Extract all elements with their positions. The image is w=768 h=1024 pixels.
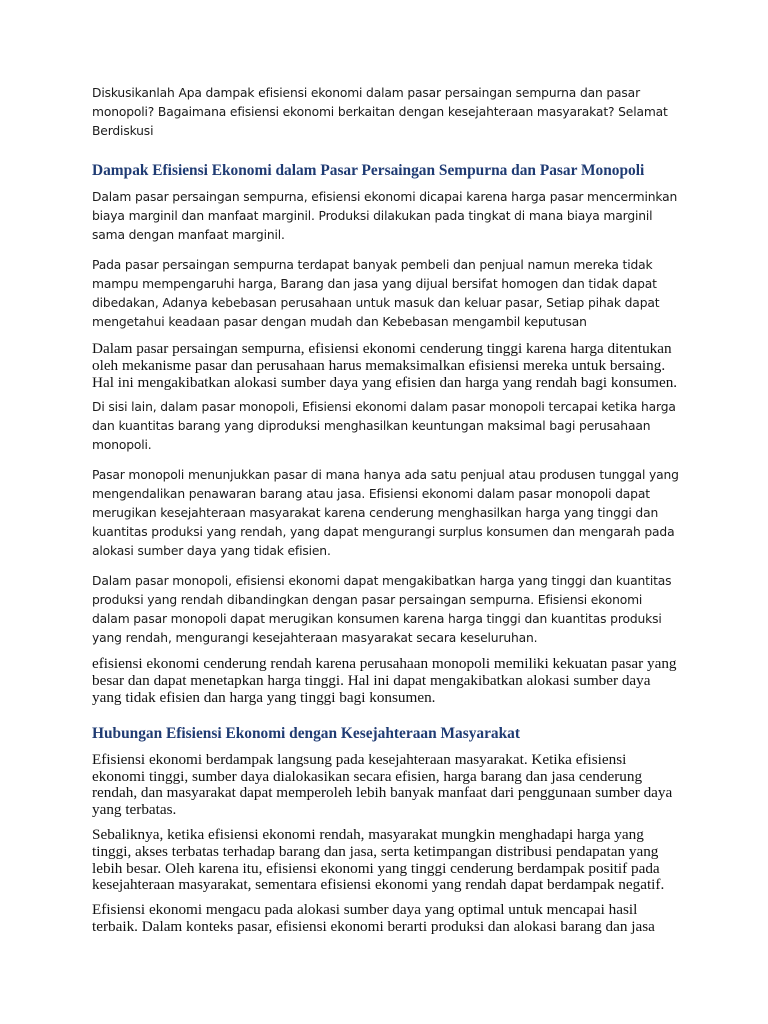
paragraph: Dalam pasar monopoli, efisiensi ekonomi dapat mengakibatkan harga yang tinggi dan kuantitas produksi yang rendah dibandingkan dengan pasar persaingan sempurna. Efisiensi ekonomi dalam pasar monopoli dapat merugikan konsumen karena harga tinggi dan kuantitas produksi yang rendah, mengurangi kesejahteraan masyarakat secara keseluruhan. xyxy=(92,574,672,646)
intro-paragraph: Diskusikanlah Apa dampak efisiensi ekonomi dalam pasar persaingan sempurna dan pasar monopoli? Bagaimana efisiensi ekonomi berkaitan dengan kesejahteraan masyarakat? Selamat Berdiskusi xyxy=(92,86,668,138)
section-heading-hubungan: Hubungan Efisiensi Ekonomi dengan Kesejahteraan Masyarakat xyxy=(92,724,521,742)
paragraph: Dalam pasar persaingan sempurna, efisiensi ekonomi dicapai karena harga pasar mencerminkan biaya marginil dan manfaat marginil. Produksi dilakukan pada tingkat di mana biaya marginil sama dengan manfaat marginil. xyxy=(92,190,678,242)
paragraph: Efisiensi ekonomi berdampak langsung pada kesejahteraan masyarakat. Ketika efisiensi ekonomi tinggi, sumber daya dialokasikan secara efisien, harga barang dan jasa cenderung rendah, dan masyarakat dapat memperoleh lebih banyak manfaat dari penggunaan sumber daya yang terbatas. xyxy=(92,750,673,819)
paragraph: Pada pasar persaingan sempurna terdapat banyak pembeli dan penjual namun mereka tidak mampu mempengaruhi harga, Barang dan jasa yang dijual bersifat homogen dan tidak dapat dibedakan, Adanya kebebasan perusahaan untuk masuk dan keluar pasar, Setiap pihak dapat mengetahui keadaan pasar dengan mudah dan Kebebasan mengambil keputusan xyxy=(92,258,660,329)
paragraph: Dalam pasar persaingan sempurna, efisiensi ekonomi cenderung tinggi karena harga ditentukan oleh mekanisme pasar dan perusahaan harus memaksimalkan efisiensi mereka untuk bersaing. Hal ini mengakibatkan alokasi sumber daya yang efisien dan harga yang rendah bagi konsumen. xyxy=(92,340,678,391)
paragraph: efisiensi ekonomi cenderung rendah karena perusahaan monopoli memiliki kekuatan pasar yang besar dan dapat menetapkan harga tinggi. Hal ini dapat mengakibatkan alokasi sumber daya yang tidak efisien dan harga yang tinggi bagi konsumen. xyxy=(92,655,677,706)
paragraph: Sebaliknya, ketika efisiensi ekonomi rendah, masyarakat mungkin menghadapi harga yang tinggi, akses terbatas terhadap barang dan jasa, serta ketimpangan distribusi pendapatan yang lebih besar. Oleh karena itu, efisiensi ekonomi yang tinggi cenderung berdampak positif pada kesejahteraan masyarakat, sementara efisiensi ekonomi yang rendah dapat berdampak negatif. xyxy=(92,825,665,894)
paragraph: Di sisi lain, dalam pasar monopoli, Efisiensi ekonomi dalam pasar monopoli tercapai ketika harga dan kuantitas barang yang diproduksi menghasilkan keuntungan maksimal bagi perusahaan monopoli. xyxy=(92,400,676,453)
document-page xyxy=(92,84,682,936)
paragraph: Pasar monopoli menunjukkan pasar di mana hanya ada satu penjual atau produsen tunggal yang mengendalikan penawaran barang atau jasa. Efisiensi ekonomi dalam pasar monopoli dapat merugikan kesejahteraan masyarakat karena cenderung menghasilkan harga yang tinggi dan kuantitas produksi yang rendah, yang dapat mengurangi surplus konsumen dan mengarah pada alokasi sumber daya yang tidak efisien. xyxy=(92,468,679,559)
paragraph: Efisiensi ekonomi mengacu pada alokasi sumber daya yang optimal untuk mencapai hasil terbaik. Dalam konteks pasar, efisiensi ekonomi berarti produksi dan alokasi barang dan jasa xyxy=(92,901,655,935)
section-heading-dampak: Dampak Efisiensi Ekonomi dalam Pasar Persaingan Sempurna dan Pasar Monopoli xyxy=(92,162,645,179)
